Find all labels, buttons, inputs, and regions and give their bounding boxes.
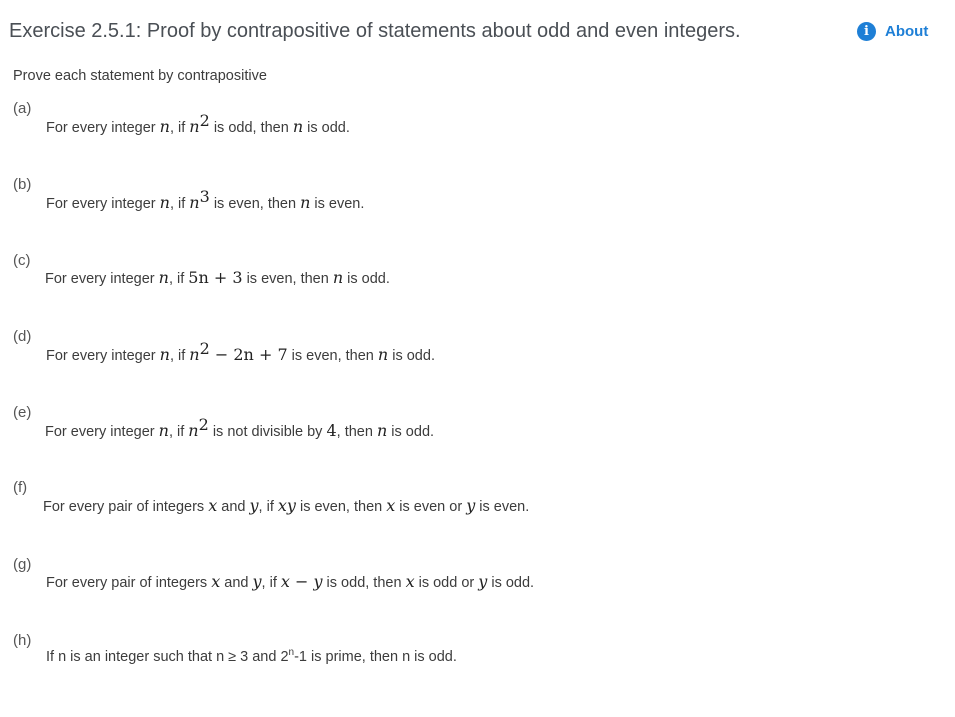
page-title: Exercise 2.5.1: Proof by contrapositive of statements about odd and even integers. <box>9 20 741 42</box>
statement-a: For every integer n, if $n^2$ is odd, then n is odd. <box>46 111 350 136</box>
statement-e: For every integer n, if $n^2$ is not divisible by 4, then n is odd. <box>45 415 435 440</box>
info-icon: i <box>857 22 876 41</box>
page-header <box>0 0 955 60</box>
item-label-g: (g) <box>13 556 32 573</box>
about-button[interactable] <box>857 22 928 41</box>
item-label-e: (e) <box>13 404 32 421</box>
statement-d: For every integer n, if $n^2 - 2n + 7$ is even, then n is odd. <box>46 339 435 364</box>
statement-g: For every pair of integers x and y, if x − y is odd, then x is odd or y is odd. <box>46 572 535 591</box>
statement-c: For every integer n, if 5n + 3 is even, then n is odd. <box>45 268 390 287</box>
instructions: Prove each statement by contrapositive <box>13 68 267 84</box>
item-label-b: (b) <box>13 176 32 193</box>
item-label-d: (d) <box>13 328 32 345</box>
statement-b: For every integer n, if $n^3$ is even, then n is even. <box>46 187 365 212</box>
statement-h: If n is an integer such that n ≥ 3 and 2$^n$-1 is prime, then n is odd. <box>46 647 457 665</box>
item-label-h: (h) <box>13 632 32 649</box>
item-label-c: (c) <box>13 252 31 269</box>
statement-f: For every pair of integers x and y, if xy is even, then x is even or y is even. <box>43 496 530 515</box>
item-label-f: (f) <box>13 479 28 496</box>
item-label-a: (a) <box>13 100 32 117</box>
about-label: About <box>885 23 929 40</box>
